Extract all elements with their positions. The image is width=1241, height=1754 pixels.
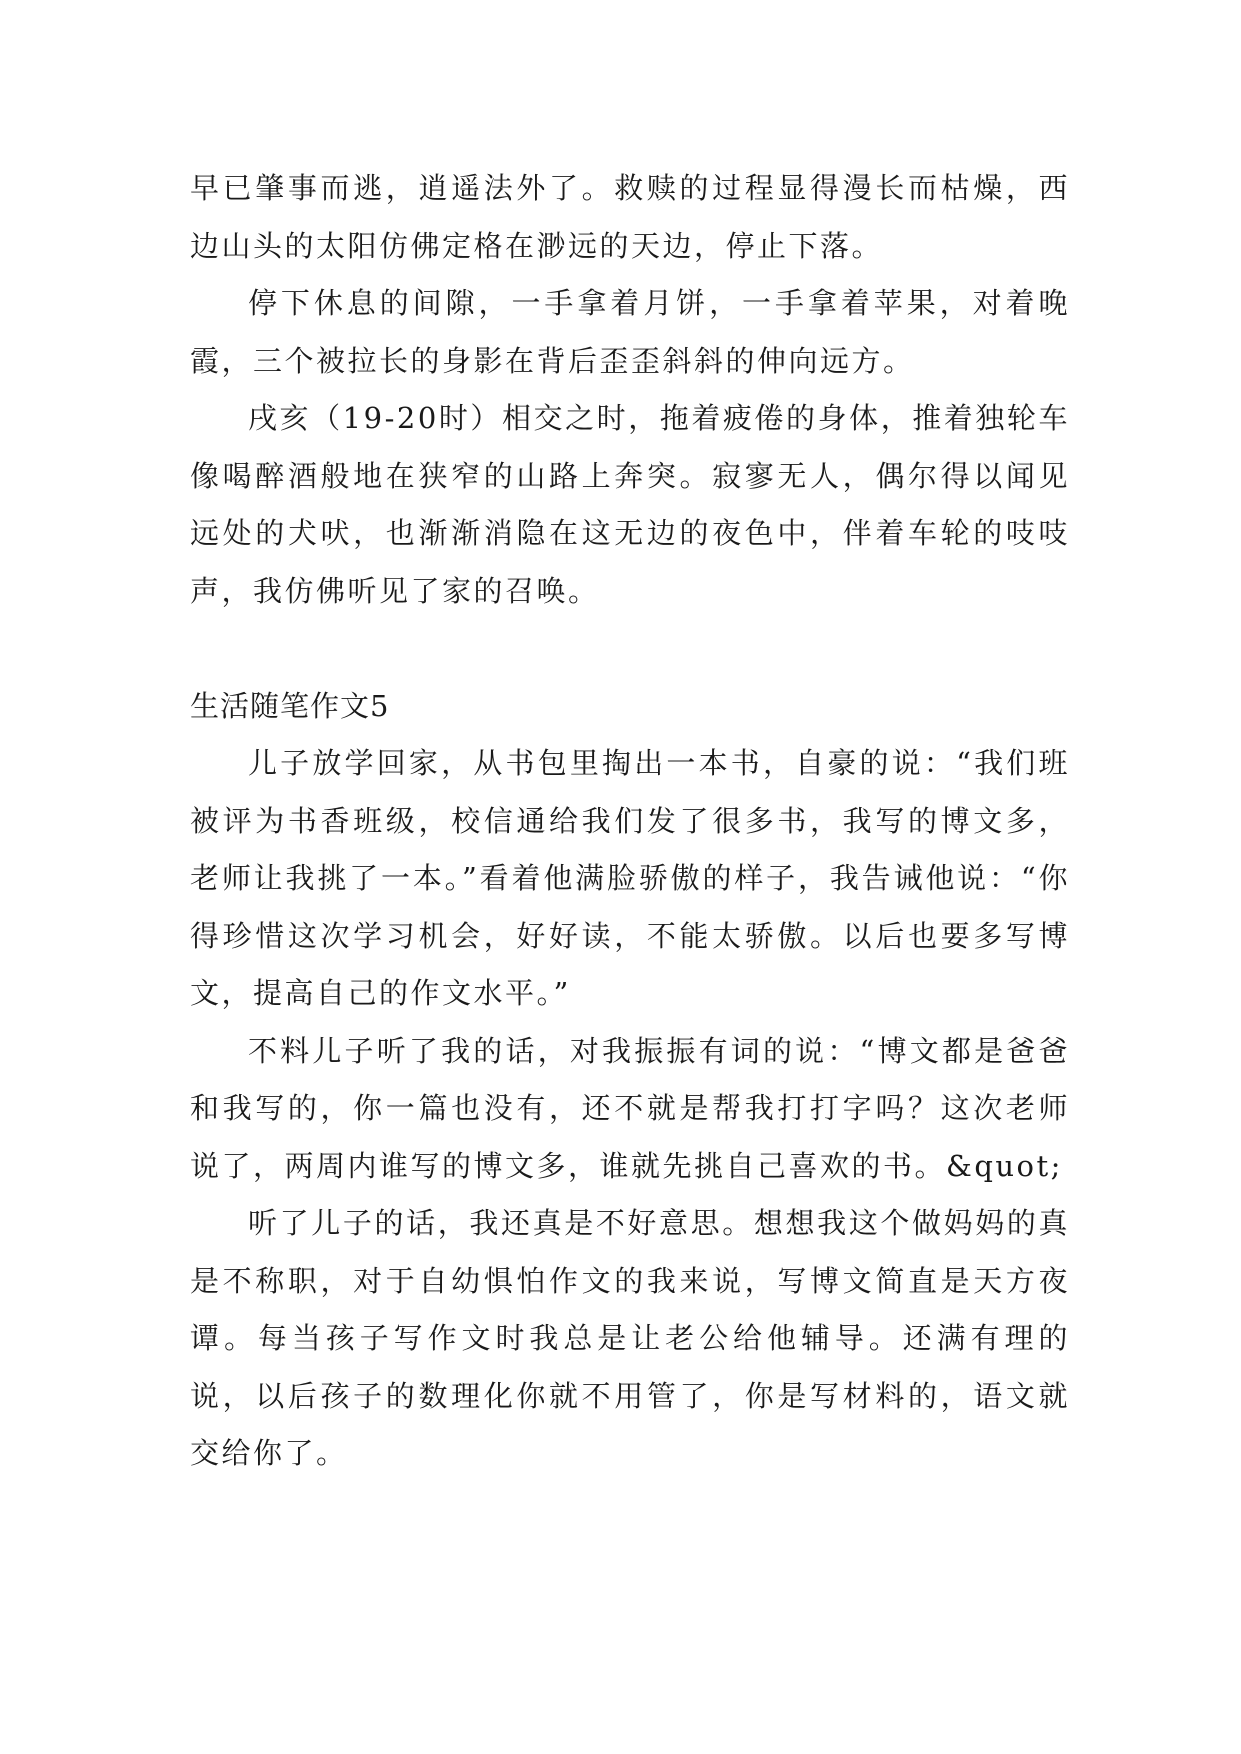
paragraph: 戌亥（19-20时）相交之时，拖着疲倦的身体，推着独轮车像喝醉酒般地在狭窄的山路上奔突。寂寥无人，偶尔得以闻见远处的犬吠，也渐渐消隐在这无边的夜色中，伴着车轮的吱吱声，我仿佛听见了家的召唤。 xyxy=(190,401,1070,608)
paragraph: 听了儿子的话，我还真是不好意思。想想我这个做妈妈的真是不称职，对于自幼惧怕作文的我来说，写博文简直是天方夜谭。每当孩子写作文时我总是让老公给他辅导。还满有理的说，以后孩子的数理化你就不用管了，你是写材料的，语文就交给你了。 xyxy=(190,1206,1070,1470)
section-title: 生活随笔作文5 xyxy=(190,688,390,723)
document-body xyxy=(190,160,1070,1483)
paragraph: 不料儿子听了我的话，对我振振有词的说：“博文都是爸爸和我写的，你一篇也没有，还不就是帮我打打字吗？这次老师说了，两周内谁写的博文多，谁就先挑自己喜欢的书。&quot; xyxy=(190,1033,1070,1183)
paragraph: 停下休息的间隙，一手拿着月饼，一手拿着苹果，对着晚霞，三个被拉长的身影在背后歪歪斜斜的伸向远方。 xyxy=(190,286,1070,378)
paragraph: 儿子放学回家，从书包里掏出一本书，自豪的说：“我们班被评为书香班级，校信通给我们发了很多书，我写的博文多，老师让我挑了一本。”看着他满脸骄傲的样子，我告诫他说：“你得珍惜这次学习机会，好好读，不能太骄傲。以后也要多写博文，提高自己的作文水平。” xyxy=(190,746,1070,1010)
paragraph-continued: 早已肇事而逃，逍遥法外了。救赎的过程显得漫长而枯燥，西边山头的太阳仿佛定格在渺远的天边，停止下落。 xyxy=(190,171,1070,263)
